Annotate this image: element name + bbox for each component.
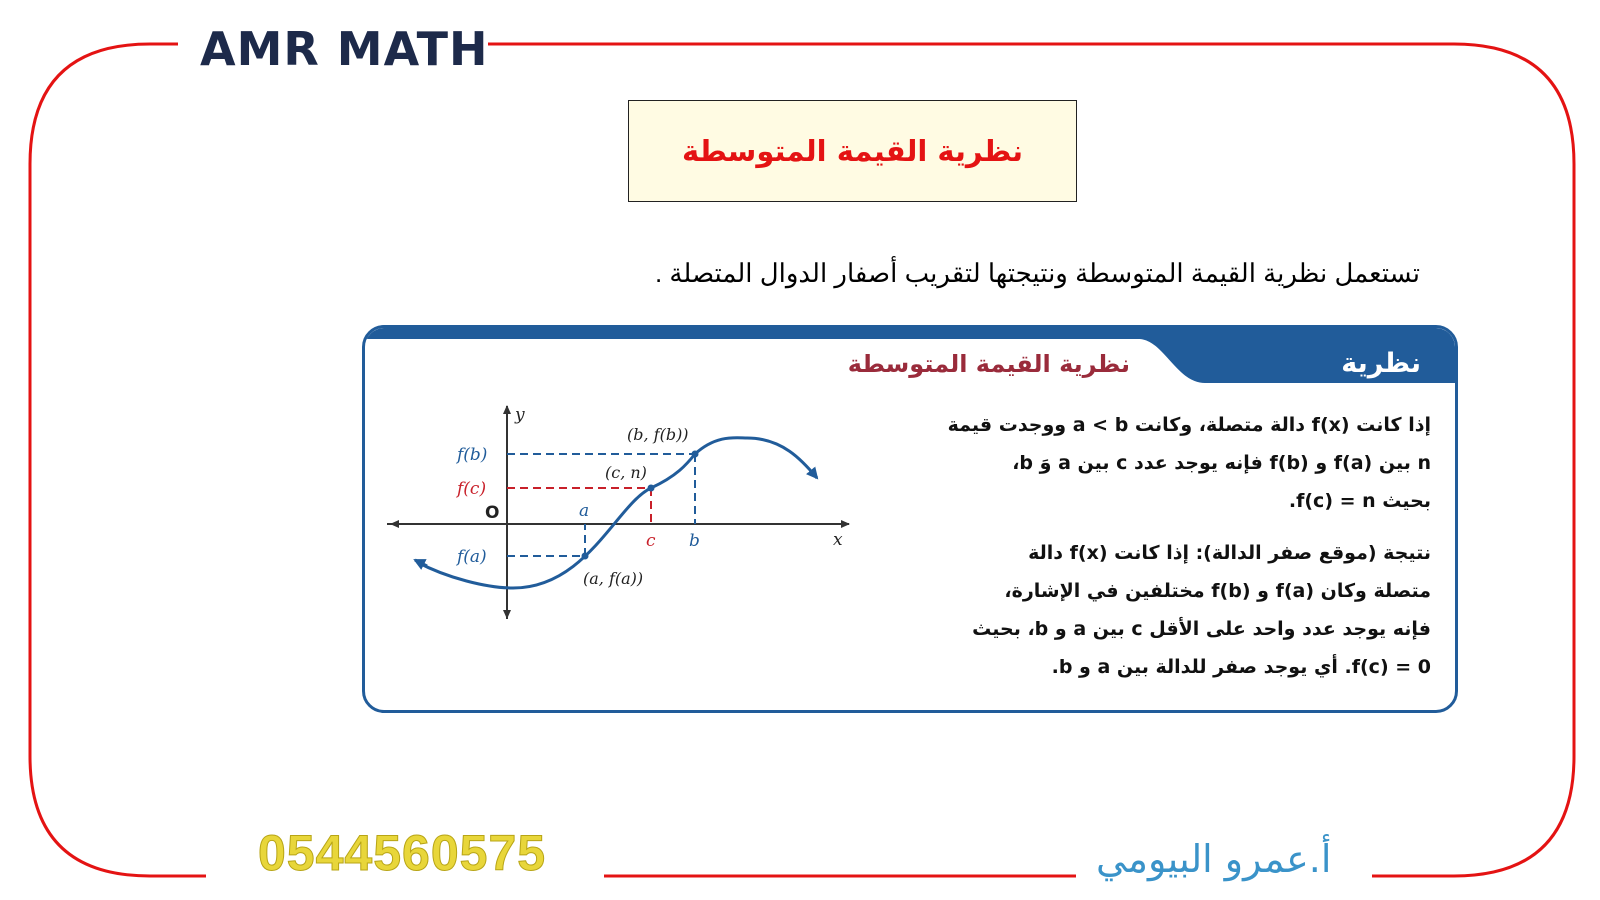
theorem-text xyxy=(901,406,1431,686)
card-title: نظرية القيمة المتوسطة xyxy=(847,350,1130,378)
axis-label-y: y xyxy=(515,405,525,425)
point-c xyxy=(648,485,655,492)
origin-label: O xyxy=(485,503,500,523)
point-a xyxy=(582,553,589,560)
label-fc: f(c) xyxy=(457,479,487,499)
label-fb: f(b) xyxy=(457,445,488,465)
label-point-a: (a, f(a)) xyxy=(583,569,644,588)
label-fa: f(a) xyxy=(457,547,487,567)
label-x-b: b xyxy=(689,531,700,551)
ivt-graph xyxy=(387,404,867,644)
theorem-line: إذا كانت f(x) دالة متصلة، وكانت a < b ووجدت قيمة xyxy=(947,414,1431,436)
theorem-card xyxy=(362,325,1458,713)
corollary-line: نتيجة (موقع صفر الدالة): إذا كانت f(x) دالة xyxy=(1028,542,1431,564)
lesson-title: نظرية القيمة المتوسطة xyxy=(681,134,1024,168)
corollary-line: فإنه يوجد عدد واحد على الأقل c بين a و b، بحيث xyxy=(972,618,1431,640)
label-point-b: (b, f(b)) xyxy=(627,425,689,444)
axis-label-x: x xyxy=(833,530,843,550)
frame-top-left xyxy=(30,44,206,876)
teacher-name: أ.عمرو البيومي xyxy=(1096,837,1332,881)
corollary-line: f(c) = 0. أي يوجد صفر للدالة بين a و b. xyxy=(1051,656,1431,678)
corollary-line: متصلة وكان f(a) و f(b) مختلفين في الإشارة، xyxy=(1004,580,1431,602)
phone-number: 0544560575 xyxy=(258,825,547,881)
card-tab-label: نظرية xyxy=(1341,348,1421,379)
lesson-title-box xyxy=(628,100,1077,202)
point-b xyxy=(692,451,699,458)
label-point-c: (c, n) xyxy=(605,463,647,482)
lesson-intro: تستعمل نظرية القيمة المتوسطة ونتيجتها لتقريب أصفار الدوال المتصلة . xyxy=(654,258,1420,288)
label-x-c: c xyxy=(646,531,656,551)
label-x-a: a xyxy=(579,501,590,521)
brand-logo-text: AMR MATH xyxy=(200,22,489,76)
theorem-line: بحيث f(c) = n. xyxy=(1288,490,1431,512)
theorem-line: n بين f(a) و f(b) فإنه يوجد عدد c بين a وَ b، xyxy=(1012,452,1431,474)
